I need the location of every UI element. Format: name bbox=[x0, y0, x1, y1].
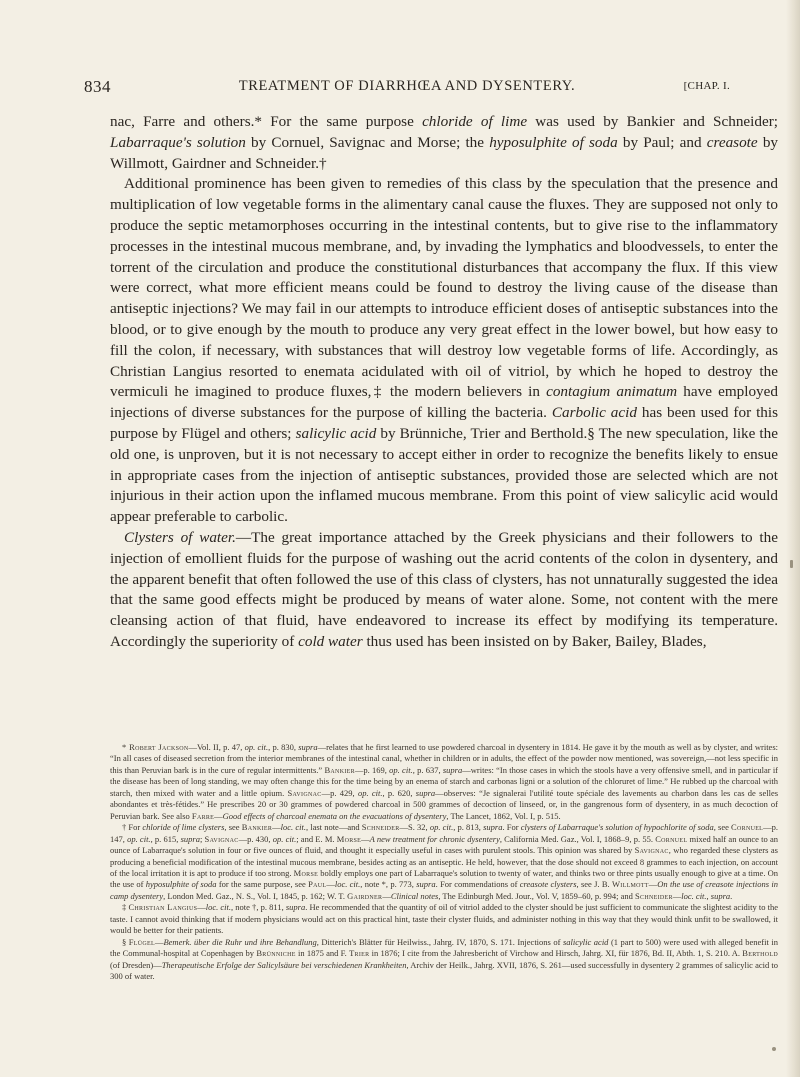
paper-speck bbox=[790, 560, 793, 568]
text-run: has been used for this purpose by Flügel and others; bbox=[110, 404, 779, 442]
author-name: Christian Langius bbox=[128, 902, 198, 913]
text-run: , Archiv der Heilk., Jahrg. XVII, 1876, S. 261—used successfully in dysentery 2 grammes of salicylic acid to 300 of water. bbox=[110, 959, 778, 982]
text-run: . bbox=[730, 890, 733, 901]
text-run: , bbox=[706, 890, 711, 901]
italic-term: contagium animatum bbox=[546, 383, 678, 401]
text-run: , note *, p. 773, bbox=[360, 879, 417, 890]
text-run: —p. 429, bbox=[321, 787, 358, 798]
author-name: Savignac bbox=[634, 845, 669, 856]
text-run: , p. 615, bbox=[150, 833, 181, 844]
text-run: , see bbox=[224, 822, 242, 833]
paragraph-3 bbox=[110, 528, 778, 653]
footnote-4 bbox=[110, 937, 778, 983]
author-name: Schneider bbox=[635, 890, 673, 901]
author-name: Farre bbox=[191, 810, 215, 821]
text-run: . For commendations of bbox=[435, 879, 520, 890]
author-name: Savignac bbox=[204, 833, 239, 844]
text-run: , London Med. Gaz., N. S., Vol. I, 1845, p. 162; W. T. bbox=[163, 890, 348, 901]
text-run: in 1875 and F. bbox=[295, 948, 350, 959]
text-run: — bbox=[214, 810, 223, 821]
author-name: Savignac bbox=[287, 787, 322, 798]
text-run: Additional prominence has been given to remedies of this class by the speculation that the presence and multiplication of low vegetable forms in the alimentary canal cause the fluxes. They are supposed not only to produce the septic metamorphoses occurring in the intestinal contents, but to give rise to the inflammatory processes in the intestinal mucous membrane, and, by invading the lymphatics and bloodvessels, to enter the torrent of the circulation and produce the constitutional disturbances that accompany the flux. If this view were correct, what more efficient means could be found to destroy the living cause of the disease than antiseptic injections? We may fail in our attempts to introduce efficient doses of antiseptic substances into the blood, or to give enough by the mouth to produce any very great effect in the lower bowel, but how easy to fill the colon, if necessary, with substances that will destroy low vegetable forms of life. Accordingly, as Christian Langius resorted to enemata acidulated with oil of vitriol, by which he hoped to destroy the vermiculi he imagined to produce fluxes,‡ the modern believers in bbox=[110, 175, 778, 401]
italic-ref: op. cit. bbox=[389, 764, 413, 775]
author-name: Bankier bbox=[241, 822, 273, 833]
italic-ref: supra bbox=[415, 787, 436, 798]
paragraph-2 bbox=[110, 174, 778, 528]
text-run: —Vol. II, p. 47, bbox=[188, 742, 245, 752]
italic-ref: loc. cit. bbox=[334, 879, 361, 890]
text-run: ; bbox=[199, 833, 205, 844]
italic-ref: clysters of Labarraque's solution of hypochlorite of soda bbox=[520, 822, 714, 833]
text-run: , Ditterich's Blätter für Heilwiss., Jahrg. IV, 1870, S. 171. Injections of bbox=[316, 936, 563, 947]
text-run: , The Lancet, 1862, Vol. I, p. 515. bbox=[446, 810, 561, 821]
text-run: have employed injections of diverse substances for the purpose of killing the bacteria. bbox=[110, 383, 778, 422]
text-run: ; and E. M. bbox=[296, 833, 337, 844]
italic-ref: supra bbox=[416, 879, 436, 890]
italic-ref: supra bbox=[180, 833, 200, 844]
italic-ref: op. cit. bbox=[357, 787, 383, 798]
text-run: —writes: “In those cases in which the stools have a very offensive smell, and in particular if the disease has been of long standing, we may often change this for the time being by an enema of starch and carbonas ligni or a solution of the chloruret of lime.” He rubbed up the charcoal with starch, then mixed with water and a little opium. bbox=[110, 764, 779, 798]
text-run: — bbox=[197, 902, 206, 913]
running-title: TREATMENT OF DIARRHŒA AND DYSENTERY. bbox=[238, 78, 576, 94]
text-run: , last note—and bbox=[305, 822, 362, 833]
italic-ref: Good effects of charcoal enemata on the evacuations of dysentery bbox=[222, 810, 447, 821]
author-name: Willmott bbox=[611, 879, 649, 890]
text-run: —The great importance attached by the Greek physicians and their followers to the injection of emollient fluids for the purpose of washing out the acrid contents of the colon in dysentery, and the apparent benefit that often followed the use of this class of clysters, has not unnaturally suggested the idea that the same good effects might be produced by means of water alone. Some, not content with the mere cleansing action of that fluid, have endeavored to increase its effect by modifying its temperature. Accordingly the superiority of bbox=[110, 528, 778, 650]
text-run: , p. 813, bbox=[453, 822, 484, 833]
italic-ref: A new treatment for chronic dysentery bbox=[369, 833, 500, 844]
paper-speck bbox=[772, 1047, 776, 1051]
page-edge-shadow bbox=[786, 0, 800, 1077]
text-run: — bbox=[154, 936, 164, 947]
italic-ref: op. cit. bbox=[429, 822, 454, 833]
footnote-3 bbox=[110, 902, 778, 936]
italic-ref: Therapeutische Erfolge der Salicylsäure bei verschiedenen Krankheiten bbox=[161, 959, 407, 970]
italic-ref: loc. cit. bbox=[681, 890, 707, 901]
text-run: —observes: “Je signalerai l'utilité toute spéciale des lavements au charbon dans les cas de selles abondantes et très-fétides.” He prescribes 20 or 30 grammes of powdered charcoal in 500 grammes of decoction of linseed, or, in the gangrenous form of dysentery, in as much decoction of Peruvian bark. See also bbox=[110, 787, 779, 821]
text-run: —relates that he first learned to use powdered charcoal in dysentery in 1814. He gave it by the mouth as well as by clyster, and writes: “In all cases of diseased secretion from the interior membranes of the intestinal canal, whether in children or in adults, the effect of the powder now mentioned, was sovereign,—not less specific in this than Peruvian bark is in the cure of regular intermittents.” bbox=[110, 742, 778, 775]
text-run: by Paul; and bbox=[617, 133, 707, 151]
text-run: boldly employs one part of Labarraque's solution to twenty of water, and thinks two or three pints usually enough to give at a time. On the use of bbox=[110, 867, 778, 890]
text-run: — bbox=[272, 822, 281, 833]
footnote-2 bbox=[110, 822, 778, 902]
footnote-1 bbox=[110, 742, 778, 822]
text-run: (of Dresden)— bbox=[110, 959, 162, 970]
italic-term: cold water bbox=[298, 632, 363, 650]
paragraph-1 bbox=[110, 112, 778, 174]
italic-term: hyposulphite of soda bbox=[489, 133, 618, 151]
author-name: Morse bbox=[293, 867, 319, 878]
italic-ref: chloride of lime clysters bbox=[142, 822, 225, 833]
italic-ref: loc. cit. bbox=[205, 902, 231, 913]
italic-ref: loc. cit. bbox=[280, 822, 306, 833]
text-run: , California Med. Gaz., Vol. I, 1868–9, p. 55. bbox=[499, 833, 656, 844]
author-name: * Robert Jackson bbox=[122, 742, 189, 752]
italic-ref: supra bbox=[483, 822, 503, 833]
italic-term: salicylic acid bbox=[295, 424, 377, 442]
author-name: Brünniche bbox=[256, 948, 296, 959]
italic-ref: creasote clysters bbox=[519, 879, 577, 890]
author-name: Cornuel bbox=[655, 833, 688, 844]
italic-term: chloride of lime bbox=[422, 113, 528, 130]
author-name: Paul bbox=[308, 879, 327, 890]
italic-ref: supra bbox=[298, 742, 318, 752]
text-run: mixed half an ounce to an ounce of Labarraque's solution in four or five ounces of fluid, and thought it especially useful in cases with purulent stools. This opinion was shared by bbox=[110, 833, 779, 856]
italic-ref: op. cit. bbox=[244, 742, 269, 752]
text-run: . He recommended that the quantity of oil of vitriol added to the clyster should be just sufficient to communicate the slightest acidity to the taste. I cannot avoid thinking that if modern physicians would act on this practical hint, taste their clyster fluids, and administer nothing in this way that they would think unfit to be swallowed, it would be better for their patients. bbox=[110, 902, 778, 936]
text-run: was used by Bankier and Schneider; bbox=[527, 113, 778, 130]
italic-ref: hyposulphite of soda bbox=[145, 879, 217, 890]
text-run: — bbox=[382, 890, 391, 901]
text-run: , p. 620, bbox=[382, 787, 416, 798]
italic-ref: supra bbox=[285, 902, 306, 913]
footnotes bbox=[110, 742, 778, 983]
text-run: , p. 830, bbox=[268, 742, 299, 752]
text-run: — bbox=[672, 890, 682, 901]
text-run: , p. 637, bbox=[412, 764, 443, 775]
italic-ref: op. cit. bbox=[272, 833, 297, 844]
text-run: , note †, p. 811, bbox=[231, 902, 286, 913]
italic-term: creasote bbox=[706, 133, 758, 151]
text-run: —S. 32, bbox=[399, 822, 430, 833]
text-run: by Cornuel, Savignac and Morse; the bbox=[245, 133, 490, 151]
author-name: Berthold bbox=[742, 948, 779, 959]
text-run: —p. 169, bbox=[354, 764, 390, 775]
italic-term: Carbolic acid bbox=[551, 404, 637, 422]
author-name: Gairdner bbox=[347, 890, 383, 901]
text-run: in 1876; I cite from the Jahresbericht of Virchow and Hirsch, Jahrg. XI, für 1876, Bd. II, Abth. 1, S. 210. A. bbox=[369, 948, 743, 959]
author-name: Morse bbox=[336, 833, 362, 844]
italic-ref: On the use of creasote injections in camp dysentery bbox=[110, 879, 778, 901]
italic-ref: op. cit. bbox=[127, 833, 151, 844]
text-run: § bbox=[122, 936, 129, 947]
author-name: Bankier bbox=[324, 764, 355, 775]
chapter-label: [CHAP. I. bbox=[683, 80, 730, 92]
author-name: Schneider bbox=[361, 822, 400, 833]
italic-ref: Clinical notes bbox=[390, 890, 439, 901]
text-run: (1 part to 500) were used with alleged benefit in the Communal-hospital at Copenhagen by bbox=[110, 936, 778, 959]
italic-ref: supra bbox=[442, 764, 463, 775]
text-run: — bbox=[326, 879, 335, 890]
text-run: by Brünniche, Trier and Berthold.§ The new speculation, like the old one, is unproven, but it is not necessary to accept either in order to recognize the benefits likely to ensue in appropriate cases from the injection of antiseptic substances, provided those are selected which are not injurious in their action upon the inflamed mucous membrane. From this point of view salicylic acid would appear preferable to carbolic. bbox=[110, 424, 778, 526]
page-header bbox=[84, 77, 730, 99]
text-run: , The Edinburgh Med. Jour., Vol. V, 1859–60, p. 994; and bbox=[438, 890, 636, 901]
text-run: —p. 147, bbox=[110, 822, 779, 844]
text-run: , see bbox=[713, 822, 732, 833]
text-run: — bbox=[648, 879, 658, 890]
author-name: Flügel bbox=[128, 936, 155, 947]
text-run: thus used has been insisted on by Baker, Bailey, Blades, bbox=[362, 632, 707, 650]
text-run: † For bbox=[122, 822, 143, 833]
text-run: —p. 430, bbox=[238, 833, 273, 844]
text-run: ‡ bbox=[122, 902, 129, 913]
italic-ref: Bemerk. über die Ruhr und ihre Behandlung bbox=[163, 936, 317, 947]
text-run: by Willmott, Gairdner and Schneider.† bbox=[110, 133, 779, 172]
text-run: — bbox=[361, 833, 370, 844]
author-name: Trier bbox=[349, 948, 370, 959]
text-run: , who regarded these clysters as producing a beneficial modification of the intestinal mucous membrane, besides acting as an antiseptic. He held, however, that the dose should not exceed 8 grammes to each injection, on account of the local irritation it is apt to produce if too strong. bbox=[110, 845, 778, 878]
italic-ref: supra bbox=[710, 890, 731, 901]
text-run: , see J. B. bbox=[576, 879, 612, 890]
text-run: for the same purpose, see bbox=[216, 879, 309, 890]
italic-term: Labarraque's solution bbox=[110, 133, 246, 151]
page-number: 834 bbox=[84, 77, 111, 96]
text-run: . For bbox=[502, 822, 521, 833]
author-name: Cornuel bbox=[731, 822, 764, 833]
text-run: nac, Farre and others.* For the same purpose bbox=[110, 113, 423, 130]
italic-ref: salicylic acid bbox=[562, 936, 609, 947]
section-heading: Clysters of water. bbox=[124, 528, 236, 546]
main-text bbox=[110, 112, 778, 653]
